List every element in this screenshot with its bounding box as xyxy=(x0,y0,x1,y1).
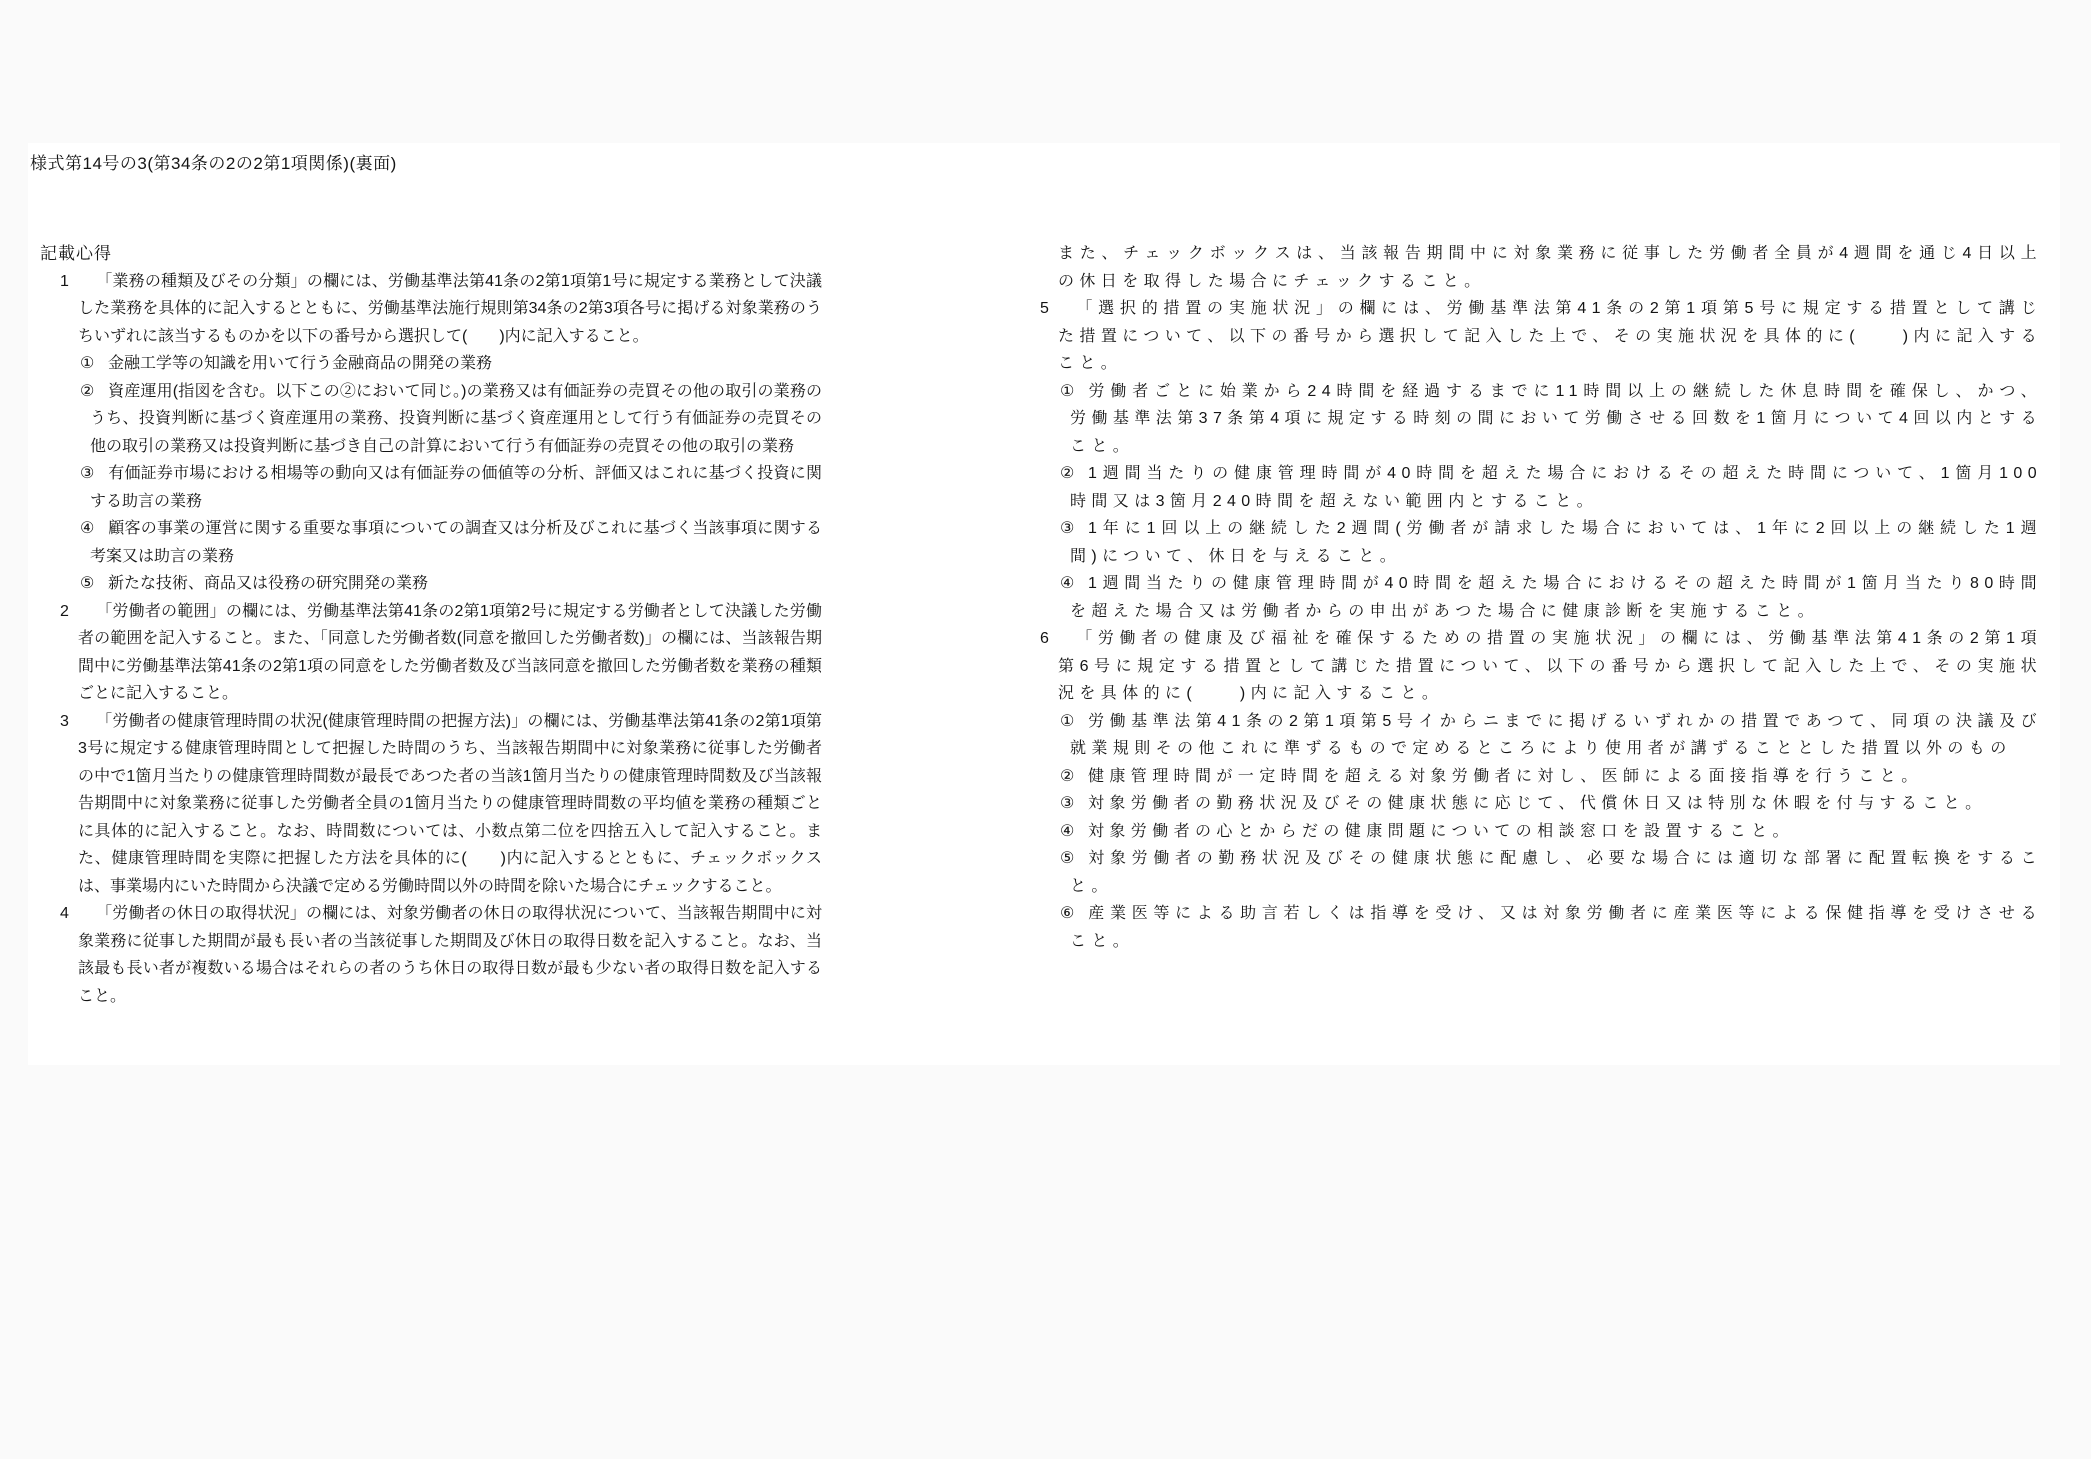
item-text: 対象労働者の勤務状況及びその健康状態に応じて、代償休日又は特別な休暇を付与すること。 xyxy=(1088,795,1987,812)
item-number: 2 xyxy=(60,602,69,620)
note-item xyxy=(1040,515,2042,570)
item-text: 1年に1回以上の継続した2週間(労働者が請求した場合においては、1年に2回以上の継続した1週間)について、休日を与えること。 xyxy=(1070,520,2042,565)
item-text: 産業医等による助言若しくは指導を受け、又は対象労働者に産業医等による保健指導を受けさせること。 xyxy=(1070,905,2042,950)
item-number: 5 xyxy=(1040,300,1055,317)
item-number: ② xyxy=(1060,767,1080,785)
item-text: 労働者ごとに始業から24時間を経過するまでに11時間以上の継続した休息時間を確保し、かつ、労働基準法第37条第4項に規定する時刻の間において労働させる回数を1箇月について4回以内とすること。 xyxy=(1070,382,2042,455)
item-number: ① xyxy=(1060,382,1080,400)
note-item xyxy=(1040,818,2042,846)
note-item xyxy=(1040,708,2042,763)
right-column-entries xyxy=(1040,240,2042,955)
note-item xyxy=(1040,570,2042,625)
section-title: 記載心得 xyxy=(40,244,112,263)
note-item xyxy=(60,460,822,515)
item-text: 労働基準法第41条の2第1項第5号イからニまでに掲げるいずれかの措置であつて、同項の決議及び就業規則その他これに準ずるもので定めるところにより使用者が講ずることとした措置以外のもの xyxy=(1070,712,2042,757)
document-page xyxy=(28,143,2060,1065)
item-text: 有価証券市場における相場等の動向又は有価証券の価値等の分析、評価又はこれに基づく投資に関する助言の業務 xyxy=(90,465,822,510)
note-item xyxy=(60,708,822,901)
item-text: 1週間当たりの健康管理時間が40時間を超えた場合におけるその超えた時間が1箇月当たり80時間を超えた場合又は労働者からの申出があつた場合に健康診断を実施すること。 xyxy=(1070,575,2042,620)
item-text: 「業務の種類及びその分類」の欄には、労働基準法第41条の2第1項第1号に規定する業務として決議した業務を具体的に記入するとともに、労働基準法施行規則第34条の2第3項各号に掲げる対象業務のうちいずれに該当するものかを以下の番号から選択して( )内に記入すること。 xyxy=(78,272,822,345)
note-item xyxy=(60,515,822,570)
note-item xyxy=(1040,295,2042,378)
item-text: 「労働者の休日の取得状況」の欄には、対象労働者の休日の取得状況について、当該報告期間中に対象業務に従事した期間が最も長い者の当該従事した期間及び休日の取得日数を記入すること。なお、当該最も長い者が複数いる場合はそれらの者のうち休日の取得日数が最も少ない者の取得日数を記入すること。 xyxy=(78,905,822,1005)
item-number: ③ xyxy=(80,465,95,482)
note-item xyxy=(1040,900,2042,955)
right-column xyxy=(1040,240,2042,955)
item-number: 4 xyxy=(60,905,69,922)
item-text: 健康管理時間が一定時間を超える対象労働者に対し、医師による面接指導を行うこと。 xyxy=(1088,767,1923,785)
item-text: 対象労働者の心とからだの健康問題についての相談窓口を設置すること。 xyxy=(1088,822,1794,840)
note-item xyxy=(60,268,822,351)
item-number: ③ xyxy=(1060,520,1080,537)
item-number: ③ xyxy=(1060,795,1080,812)
item-number: ② xyxy=(1060,465,1080,482)
left-column-entries xyxy=(60,268,822,1011)
item-text: 「労働者の健康管理時間の状況(健康管理時間の把握方法)」の欄には、労働基準法第41条の2第1項第3号に規定する健康管理時間として把握した時間のうち、当該報告期間中に対象業務に従事した労働者の中で1箇月当たりの健康管理時間数が最長であつた者の当該1箇月当たりの健康管理時間数及び当該報告期間中に対象業務に従事した労働者全員の1箇月当たりの健康管理時間数の平均値を業務の種類ごとに具体的に記入すること。なお、時間数については、小数点第二位を四捨五入して記入すること。また、健康管理時間を実際に把握した方法を具体的に( )内に記入するとともに、チェックボックスは、事業場内にいた時間から決議で定める労働時間以外の時間を除いた場合にチェックすること。 xyxy=(78,712,822,895)
item-number: ⑤ xyxy=(80,575,95,592)
item-text: 資産運用(指図を含む。以下この②において同じ。)の業務又は有価証券の売買その他の取引の業務のうち、投資判断に基づく資産運用の業務、投資判断に基づく資産運用として行う有価証券の売買その他の取引の業務又は投資判断に基づき自己の計算において行う有価証券の売買その他の取引の業務 xyxy=(90,382,822,455)
item-number: 1 xyxy=(60,272,69,290)
note-item xyxy=(1040,845,2042,900)
item-text: 金融工学等の知識を用いて行う金融商品の開発の業務 xyxy=(108,355,493,372)
note-item xyxy=(60,378,822,461)
note-item xyxy=(60,570,822,598)
item-number: ④ xyxy=(1060,822,1080,840)
item-text: 対象労働者の勤務状況及びその健康状態に配慮し、必要な場合には適切な部署に配置転換をすること。 xyxy=(1070,850,2042,895)
note-item xyxy=(1040,763,2042,791)
note-item xyxy=(1040,378,2042,461)
note-item xyxy=(60,900,822,1010)
item-text: 「選択的措置の実施状況」の欄には、労働基準法第41条の2第1項第5号に規定する措置として講じた措置について、以下の番号から選択して記入した上で、その実施状況を具体的に( )内に記入すること。 xyxy=(1058,300,2042,372)
item-number: ① xyxy=(80,355,95,372)
item-number: ① xyxy=(1060,712,1080,730)
item-number: 3 xyxy=(60,712,69,730)
note-item xyxy=(1040,240,2042,295)
item-text: 新たな技術、商品又は役務の研究開発の業務 xyxy=(108,575,429,592)
note-item xyxy=(1040,790,2042,818)
note-item xyxy=(60,598,822,708)
item-text: 「労働者の範囲」の欄には、労働基準法第41条の2第1項第2号に規定する労働者として決議した労働者の範囲を記入すること。また、「同意した労働者数(同意を撤回した労働者数)」の欄には、当該報告期間中に労働基準法第41条の2第1項の同意をした労働者数及び当該同意を撤回した労働者数を業務の種類ごとに記入すること。 xyxy=(78,602,822,702)
item-number: ⑤ xyxy=(1060,850,1080,867)
item-number: 6 xyxy=(1040,630,1055,647)
note-item xyxy=(1040,460,2042,515)
item-number: ② xyxy=(80,382,95,400)
note-item xyxy=(60,350,822,378)
item-text: 「労働者の健康及び福祉を確保するための措置の実施状況」の欄には、労働基準法第41条の2第1項第6号に規定する措置として講じた措置について、以下の番号から選択して記入した上で、その実施状況を具体的に( )内に記入すること。 xyxy=(1058,630,2042,702)
item-number: ④ xyxy=(1060,575,1080,592)
item-text: また、チェックボックスは、当該報告期間中に対象業務に従事した労働者全員が4週間を通じ4日以上の休日を取得した場合にチェックすること。 xyxy=(1058,245,2042,290)
left-column xyxy=(40,240,822,1010)
item-number: ④ xyxy=(80,520,95,537)
item-number: ⑥ xyxy=(1060,905,1080,922)
form-title: 様式第14号の3(第34条の2の2第1項関係)(裏面) xyxy=(30,154,397,173)
item-text: 顧客の事業の運営に関する重要な事項についての調査又は分析及びこれに基づく当該事項に関する考案又は助言の業務 xyxy=(90,520,822,565)
note-item xyxy=(1040,625,2042,708)
item-text: 1週間当たりの健康管理時間が40時間を超えた場合におけるその超えた時間について、1箇月100時間又は3箇月240時間を超えない範囲内とすること。 xyxy=(1070,465,2042,510)
